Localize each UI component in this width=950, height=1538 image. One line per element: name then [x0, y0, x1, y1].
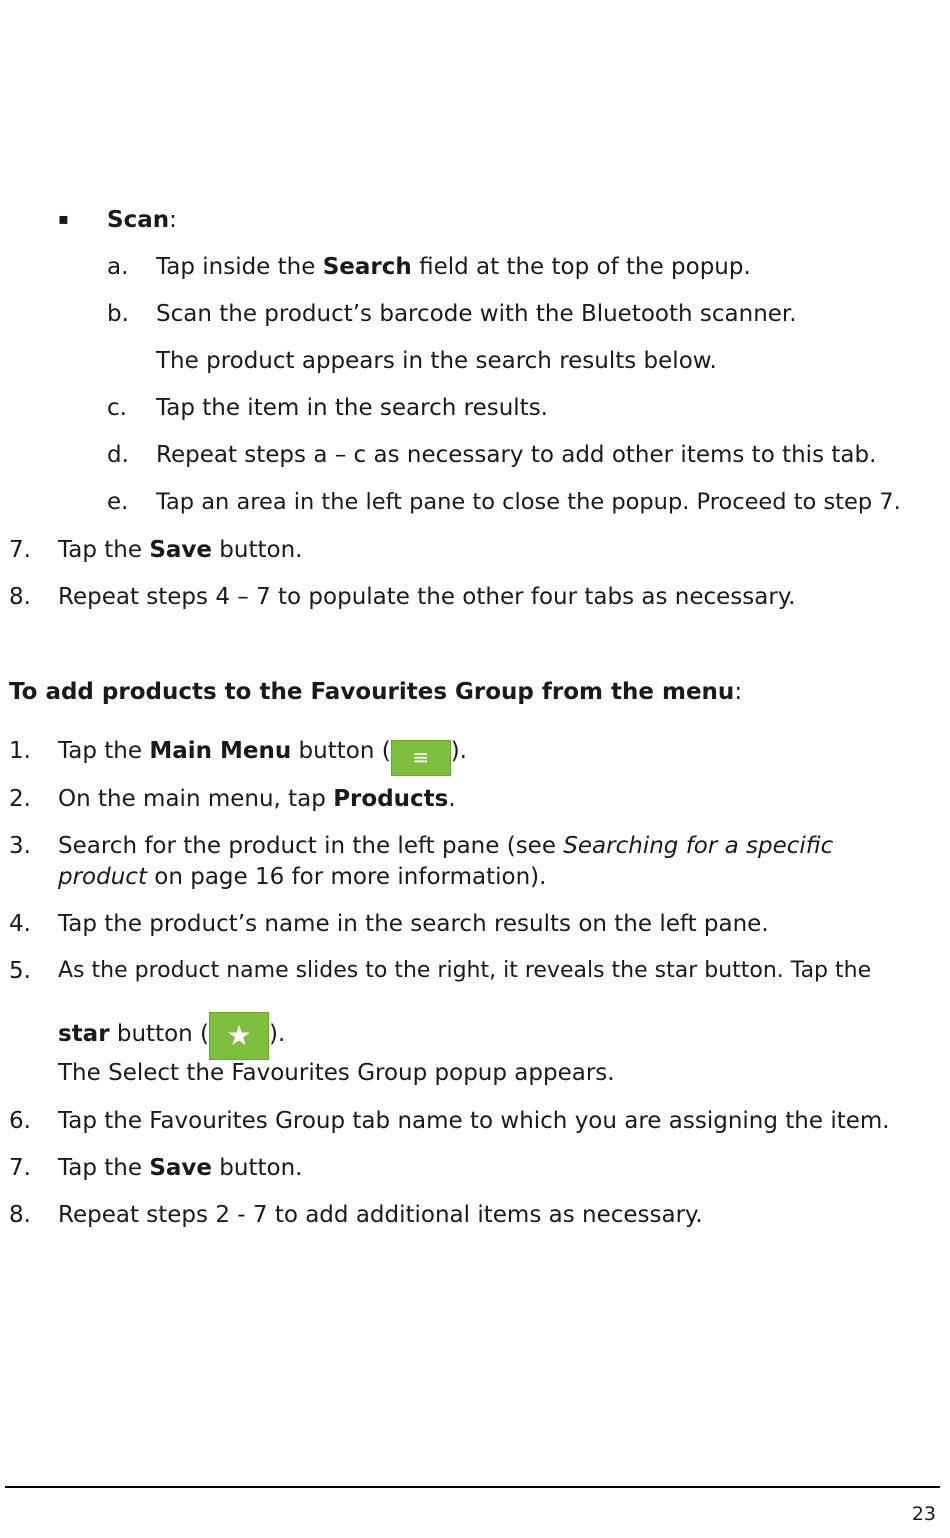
step-marker: e. [107, 489, 129, 515]
step-marker: 4. [9, 911, 31, 937]
scan-step-b: Scan the product’s barcode with the Bluetooth scanner. [156, 301, 797, 327]
step-8-repeat: Repeat steps 2 - 7 to add additional items as necessary. [58, 1202, 703, 1228]
step-3-search-line2: product on page 16 for more information). [58, 864, 547, 890]
step-6-tab-name: Tap the Favourites Group tab name to which you are assigning the item. [58, 1108, 890, 1134]
star-icon: ★ [209, 1012, 269, 1060]
step-marker: a. [107, 254, 129, 280]
step-marker: 2. [9, 786, 31, 812]
scan-step-c: Tap the item in the search results. [156, 395, 548, 421]
step-marker: 8. [9, 584, 31, 610]
step-7-save: Tap the Save button. [58, 1155, 303, 1181]
step-marker: 1. [9, 738, 31, 764]
step-marker: 8. [9, 1202, 31, 1228]
footer-rule [5, 1486, 940, 1488]
step-3-search-line1: Search for the product in the left pane (see Searching for a specific [58, 833, 834, 859]
step-marker: 6. [9, 1108, 31, 1134]
step-5-note: The Select the Favourites Group popup appears. [58, 1060, 615, 1086]
step-1-main-menu: Tap the Main Menu button ( ≡ ). [58, 736, 467, 776]
scan-title: Scan: [107, 207, 177, 233]
step-marker: 3. [9, 833, 31, 859]
scan-step-e: Tap an area in the left pane to close the popup. Proceed to step 7. [156, 489, 901, 515]
step-5-star: star button ( ★ ). [58, 1012, 285, 1060]
step-4-tap-name: Tap the product’s name in the search results on the left pane. [58, 911, 769, 937]
page-number: 23 [911, 1503, 936, 1525]
step-8-repeat: Repeat steps 4 – 7 to populate the other four tabs as necessary. [58, 584, 796, 610]
step-7-save: Tap the Save button. [58, 537, 303, 563]
step-marker: c. [107, 395, 127, 421]
menu-icon: ≡ [391, 740, 451, 776]
scan-step-b-note: The product appears in the search results below. [156, 348, 717, 374]
step-2-products: On the main menu, tap Products. [58, 786, 456, 812]
step-marker: 5. [9, 958, 31, 984]
step-marker: 7. [9, 537, 31, 563]
bullet-marker: ▪ [58, 209, 69, 228]
scan-step-d: Repeat steps a – c as necessary to add other items to this tab. [156, 442, 877, 468]
step-marker: 7. [9, 1155, 31, 1181]
step-marker: b. [107, 301, 129, 327]
step-marker: d. [107, 442, 129, 468]
section-heading: To add products to the Favourites Group from the menu: [9, 679, 743, 705]
scan-step-a: Tap inside the Search field at the top of the popup. [156, 254, 751, 280]
step-5-line1: As the product name slides to the right, it reveals the star button. Tap the [58, 958, 872, 983]
